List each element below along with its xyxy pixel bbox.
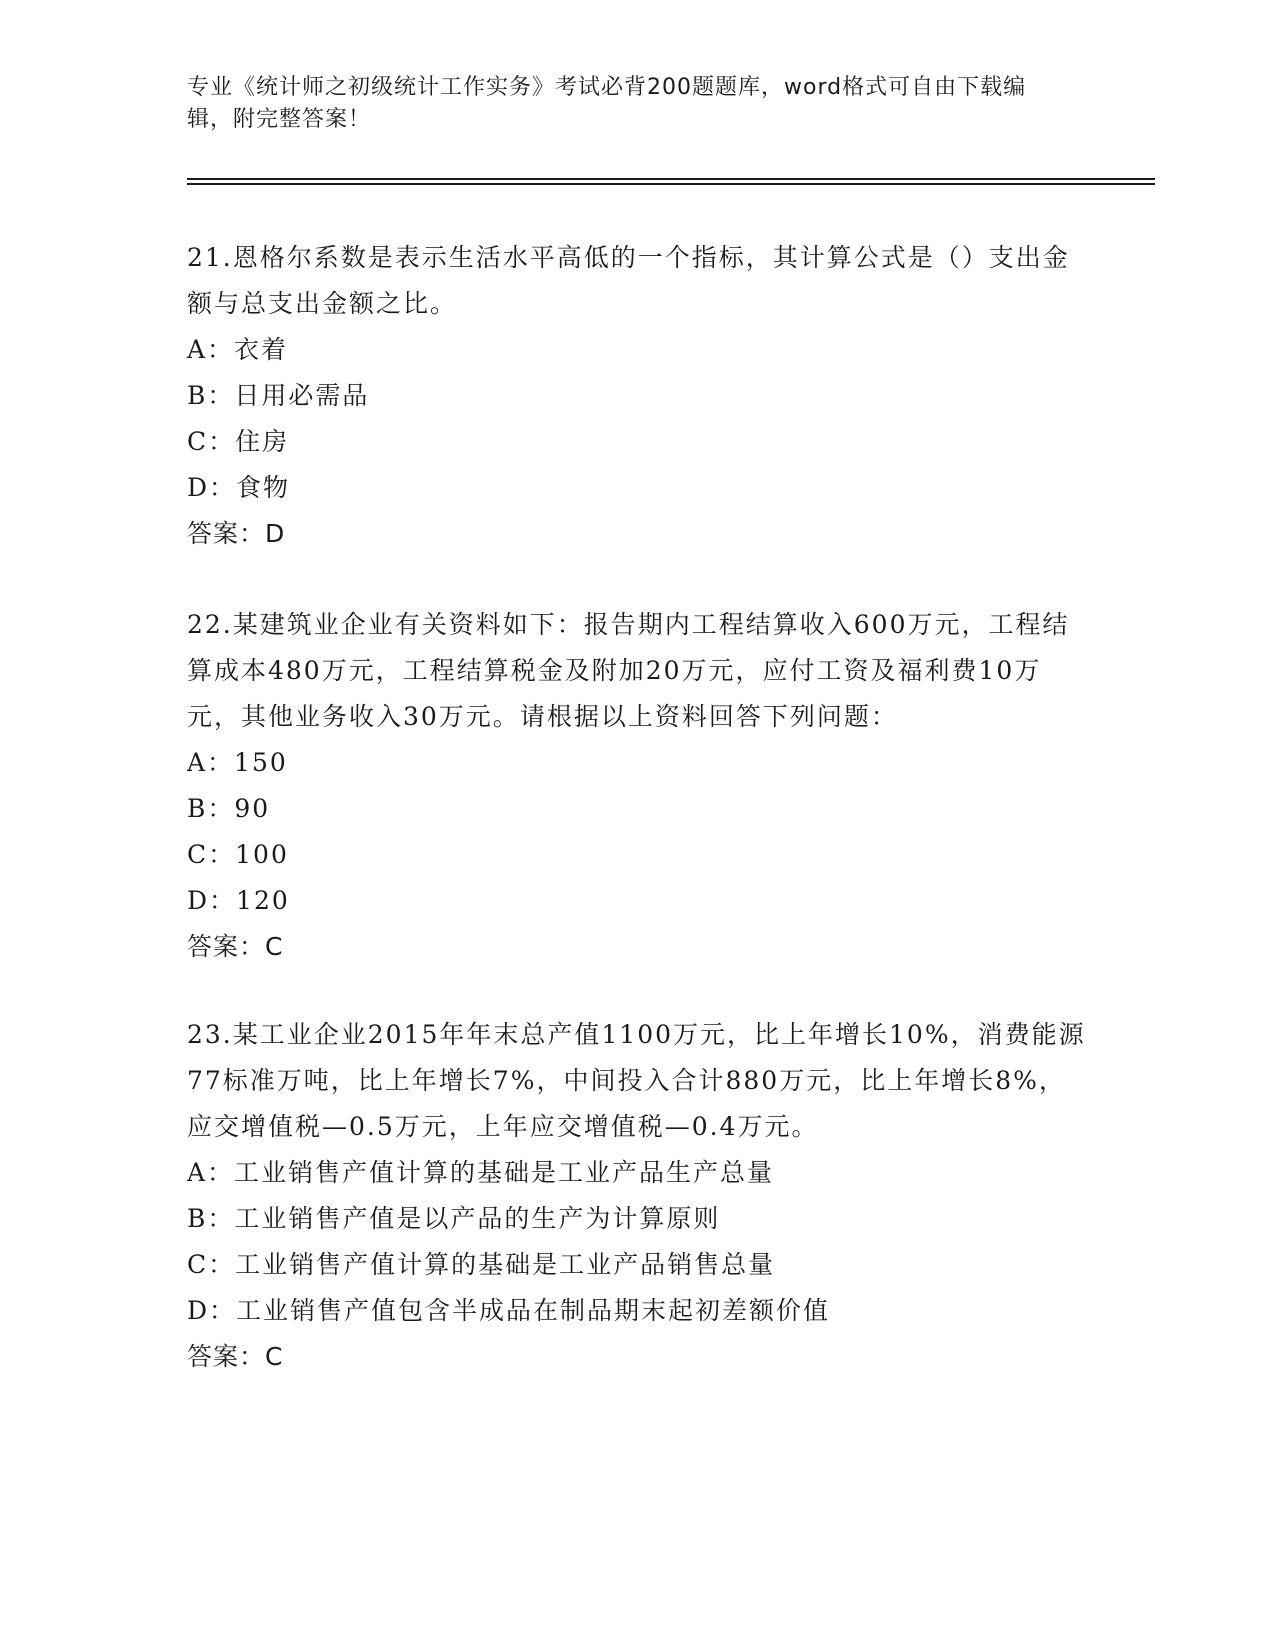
option-a: A：工业销售产值计算的基础是工业产品生产总量 bbox=[187, 1158, 775, 1187]
option-c: C：住房 bbox=[187, 427, 290, 456]
answer-line: 答案：C bbox=[187, 932, 284, 961]
question-22 bbox=[187, 602, 1087, 970]
question-stem: 23.某工业企业2015年年末总产值1100万元，比上年增长10%，消费能源77标准万吨，比上年增长7%，中间投入合计880万元，比上年增长8%，应交增值税—0.5万元，上年应交增值税—0.4万元。 bbox=[187, 1020, 1086, 1141]
document-header: 专业《统计师之初级统计工作实务》考试必背200题题库，word格式可自由下载编辑，附完整答案！ bbox=[187, 75, 1027, 132]
option-d: D：工业销售产值包含半成品在制品期末起初差额价值 bbox=[187, 1296, 831, 1325]
option-b: B：工业销售产值是以产品的生产为计算原则 bbox=[187, 1204, 721, 1233]
question-23 bbox=[187, 1012, 1087, 1380]
option-b: B：90 bbox=[187, 794, 271, 823]
option-c: C：工业销售产值计算的基础是工业产品销售总量 bbox=[187, 1250, 776, 1279]
question-21 bbox=[187, 235, 1087, 557]
answer-line: 答案：D bbox=[187, 519, 286, 548]
option-a: A：150 bbox=[187, 748, 288, 777]
question-stem: 22.某建筑业企业有关资料如下：报告期内工程结算收入600万元，工程结算成本480万元，工程结算税金及附加20万元，应付工资及福利费10万元，其他业务收入30万元。请根据以上资料回答下列问题： bbox=[187, 610, 1070, 731]
option-d: D：120 bbox=[187, 886, 290, 915]
option-d: D：食物 bbox=[187, 473, 291, 502]
option-b: B：日用必需品 bbox=[187, 381, 370, 410]
option-a: A：衣着 bbox=[187, 335, 289, 364]
header-divider-bottom bbox=[187, 183, 1155, 185]
option-c: C：100 bbox=[187, 840, 289, 869]
question-stem: 21.恩格尔系数是表示生活水平高低的一个指标，其计算公式是（）支出金额与总支出金额之比。 bbox=[187, 243, 1070, 318]
answer-line: 答案：C bbox=[187, 1342, 284, 1371]
header-divider-top bbox=[187, 178, 1155, 180]
